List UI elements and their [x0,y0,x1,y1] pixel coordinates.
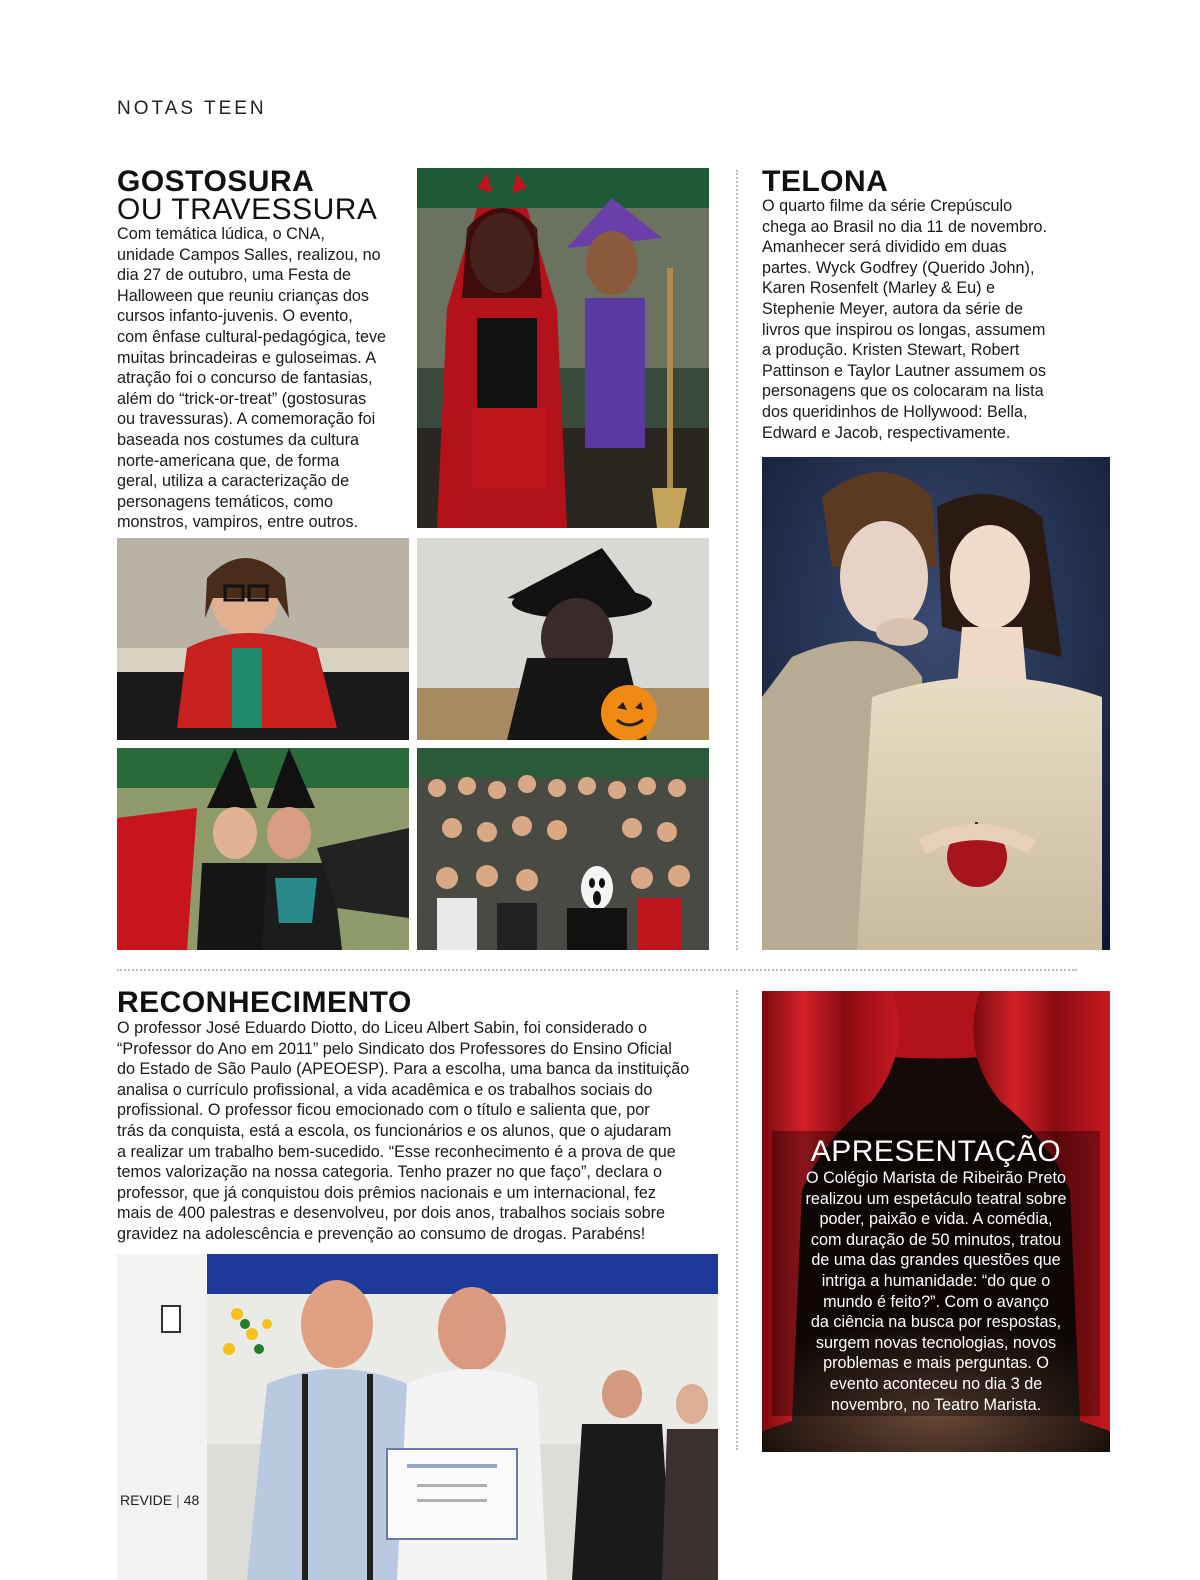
gostosura-subtitle: OU TRAVESSURA [117,193,378,226]
section-label: NOTAS TEEN [117,98,267,119]
page-footer [120,1492,199,1508]
gostosura-title: GOSTOSURA [117,165,315,198]
column-divider-bottom [736,990,738,1450]
section-divider [117,969,1077,971]
magazine-name: REVIDE [120,1492,173,1508]
halloween-photo-group [417,748,709,950]
reconhecimento-title: RECONHECIMENTO [117,986,412,1019]
page-number: 48 [183,1492,200,1508]
telona-title: TELONA [762,165,889,198]
apresentacao-title: APRESENTAÇÃO [810,1135,1062,1168]
halloween-photo-girl-glasses [117,538,409,740]
telona-body: O quarto filme da série Crepúsculo chega ao Brasil no dia 11 de novembro. Amanhecer será dividido em duas partes. Wyck Godfrey (Querido John), Karen Rosenfelt (Marley & Eu) e Stephenie Meyer, autora da série de livros que inspirou os longas, assumem a produção. Kristen Stewart, Robert Pattinson e Taylor Lautner assumem os personagens que os colocaram na lista dos queridinhos de Hollywood: Bella, Edward e Jacob, respectivamente. [762,197,1047,442]
footer-separator: | [176,1492,180,1508]
halloween-photo-witch-pumpkin [417,538,709,740]
column-divider-top [736,170,738,950]
twilight-movie-photo [762,457,1110,950]
halloween-photo-two-witches [117,748,409,950]
halloween-photo-devil-witch [417,168,709,528]
reconhecimento-body: O professor José Eduardo Diotto, do Liceu Albert Sabin, foi considerado o “Professor do Ano em 2011” pelo Sindicato dos Professores do Ensino Oficial do Estado de São Paulo (APEOESP). Para a escolha, uma banca da instituição analisa o currículo profissional, a vida acadêmica e os trabalhos sociais do profissional. O professor ficou emocionado com o título e salienta que, por trás da conquista, está a escola, os funcionários e os alunos, que o ajudaram a realizar um trabalho bem-sucedido. “Esse reconhecimento é a prova de que temos valorização na nossa categoria. Tenho prazer no que faço”, declara o professor, que já conquistou dois prêmios nacionais e um internacional, fez mais de 400 palestras e desenvolveu, por dois anos, trabalhos sociais sobre gravidez na adolescência e prevenção ao consumo de drogas. Parabéns! [117,1019,690,1243]
award-ceremony-photo [117,1254,718,1580]
gostosura-body: Com temática lúdica, o CNA, unidade Campos Salles, realizou, no dia 27 de outubro, uma Festa de Halloween que reuniu crianças dos cursos infanto-juvenis. O evento, com ênfase cultural-pedagógica, teve muitas brincadeiras e guloseimas. A atração foi o concurso de fantasias, além do “trick-or-treat” (gostosuras ou travessuras). A comemoração foi baseada nos costumes da cultura norte-americana que, de forma geral, utiliza a caracterização de personagens temáticos, como monstros, vampiros, entre outros. [117,225,387,532]
apresentacao-body: O Colégio Marista de Ribeirão Preto realizou um espetáculo teatral sobre poder, paixão e vida. A comédia, com duração de 50 minutos, tratou de uma das grandes questões que intriga a humanidade: “do que o mundo é feito?”. Com o avanço da ciência na busca por respostas, surgem novas tecnologias, novos problemas e mais perguntas. O evento aconteceu no dia 3 de novembro, no Teatro Marista. [805,1169,1067,1414]
